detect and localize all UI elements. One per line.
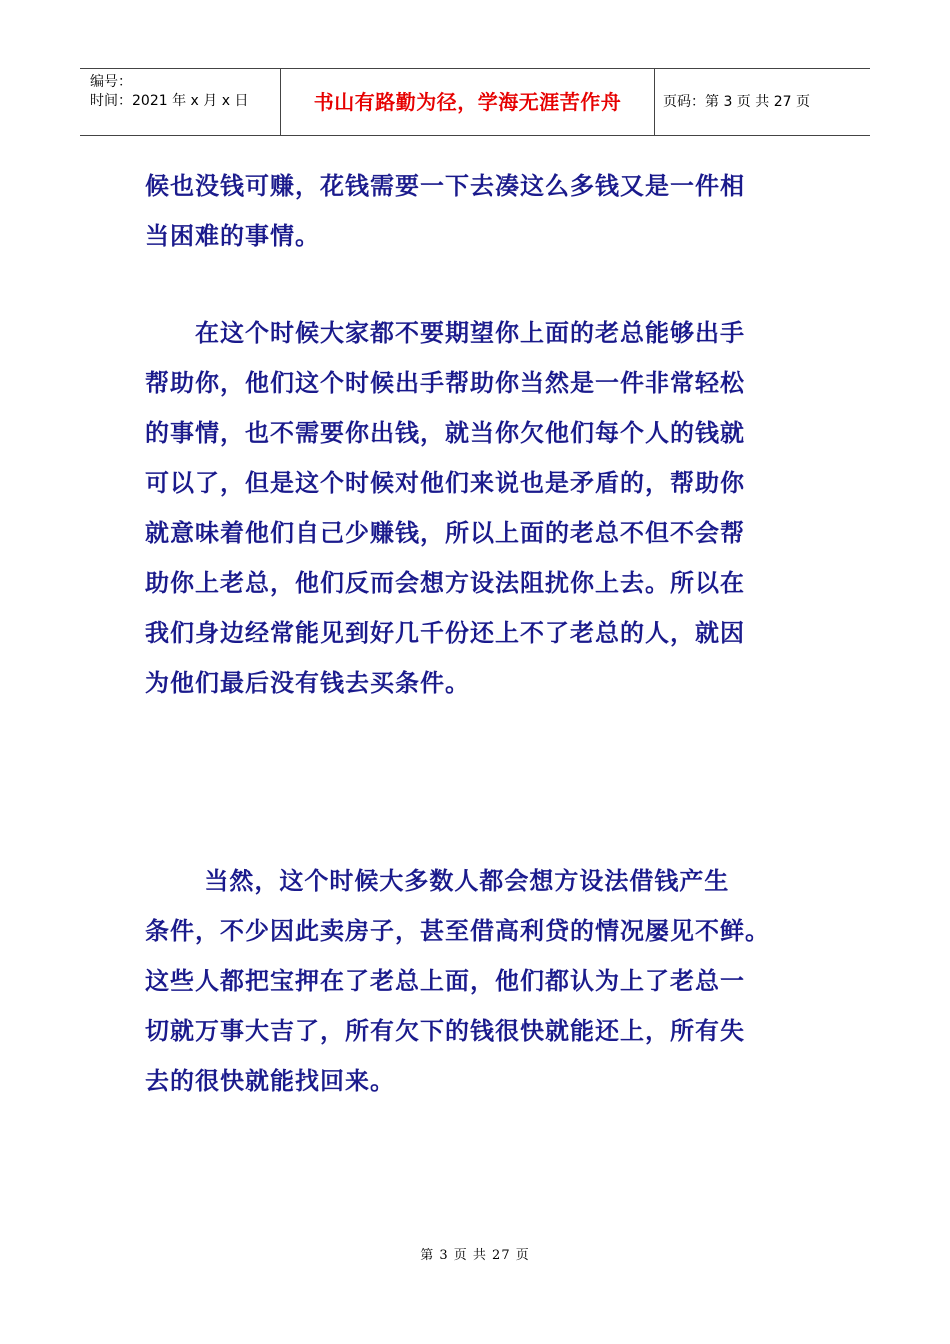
header-motto: 书山有路勤为径，学海无涯苦作舟 — [281, 69, 655, 135]
paragraph-line: 候也没钱可赚，花钱需要一下去凑这么多钱又是一件相 — [145, 172, 745, 200]
page-footer: 第 3 页 共 27 页 — [420, 1248, 530, 1263]
paragraph-line: 当困难的事情。 — [145, 222, 320, 250]
header-page-info: 页码：第 3 页 共 27 页 — [663, 94, 810, 110]
paragraph-3 — [145, 856, 785, 1106]
paragraph-line: 就意味着他们自己少赚钱，所以上面的老总不但不会帮 — [145, 519, 745, 547]
paragraph-line: 可以了，但是这个时候对他们来说也是矛盾的，帮助你 — [145, 469, 745, 497]
paragraph-line: 当然，这个时候大多数人都会想方设法借钱产生 — [145, 867, 730, 895]
date-label: 时间：2021 年 x 月 x 日 — [90, 93, 249, 109]
paragraph-1 — [145, 161, 785, 261]
paragraph-line: 帮助你，他们这个时候出手帮助你当然是一件非常轻松 — [145, 369, 745, 397]
paragraph-line: 我们身边经常能见到好几千份还上不了老总的人，就因 — [145, 619, 745, 647]
paragraph-line: 助你上老总，他们反而会想方设法阻扰你上去。所以在 — [145, 569, 745, 597]
paragraph-line: 这些人都把宝押在了老总上面，他们都认为上了老总一 — [145, 967, 745, 995]
paragraph-line: 切就万事大吉了，所有欠下的钱很快就能还上，所有失 — [145, 1017, 745, 1045]
paragraph-line: 为他们最后没有钱去买条件。 — [145, 669, 470, 697]
header-meta-cell — [80, 69, 281, 135]
number-label: 编号： — [90, 74, 132, 90]
paragraph-line: 去的很快就能找回来。 — [145, 1067, 395, 1095]
header-table — [80, 68, 870, 136]
paragraph-line: 的事情，也不需要你出钱，就当你欠他们每个人的钱就 — [145, 419, 745, 447]
paragraph-2 — [145, 308, 785, 708]
paragraph-line: 条件，不少因此卖房子，甚至借高利贷的情况屡见不鲜。 — [145, 917, 770, 945]
paragraph-line: 在这个时候大家都不要期望你上面的老总能够出手 — [145, 319, 745, 347]
